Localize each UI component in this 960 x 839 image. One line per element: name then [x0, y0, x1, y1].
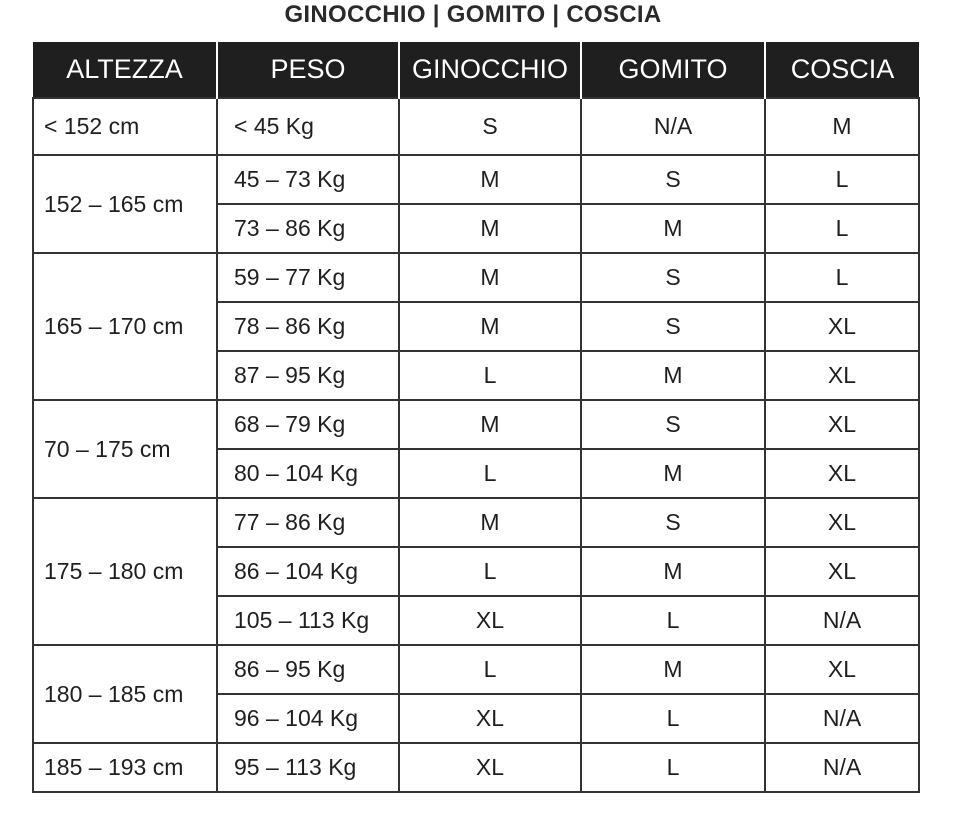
peso-cell: 73 – 86 Kg	[217, 204, 399, 253]
peso-cell: 68 – 79 Kg	[217, 400, 399, 449]
ginocchio-cell: L	[399, 449, 581, 498]
gomito-cell: S	[581, 498, 765, 547]
ginocchio-cell: L	[399, 645, 581, 694]
ginocchio-cell: M	[399, 302, 581, 351]
altezza-cell: 175 – 180 cm	[33, 498, 217, 645]
peso-cell: 80 – 104 Kg	[217, 449, 399, 498]
peso-cell: 87 – 95 Kg	[217, 351, 399, 400]
gomito-cell: S	[581, 155, 765, 204]
coscia-cell: XL	[765, 498, 919, 547]
header-altezza: ALTEZZA	[33, 42, 217, 98]
gomito-cell: S	[581, 302, 765, 351]
ginocchio-cell: S	[399, 98, 581, 155]
peso-cell: 105 – 113 Kg	[217, 596, 399, 645]
coscia-cell: L	[765, 204, 919, 253]
table-row	[33, 645, 919, 694]
peso-cell: 45 – 73 Kg	[217, 155, 399, 204]
table-row	[33, 743, 919, 792]
altezza-cell: 185 – 193 cm	[33, 743, 217, 792]
coscia-cell: XL	[765, 645, 919, 694]
coscia-cell: L	[765, 253, 919, 302]
gomito-cell: L	[581, 743, 765, 792]
peso-cell: 59 – 77 Kg	[217, 253, 399, 302]
altezza-cell: 152 – 165 cm	[33, 155, 217, 253]
coscia-cell: M	[765, 98, 919, 155]
ginocchio-cell: XL	[399, 694, 581, 743]
coscia-cell: XL	[765, 302, 919, 351]
gomito-cell: L	[581, 694, 765, 743]
ginocchio-cell: M	[399, 498, 581, 547]
ginocchio-cell: XL	[399, 596, 581, 645]
gomito-cell: M	[581, 449, 765, 498]
altezza-cell: < 152 cm	[33, 98, 217, 155]
table-row	[33, 98, 919, 155]
coscia-cell: N/A	[765, 694, 919, 743]
table-row	[33, 400, 919, 449]
ginocchio-cell: L	[399, 547, 581, 596]
peso-cell: 95 – 113 Kg	[217, 743, 399, 792]
header-peso: PESO	[217, 42, 399, 98]
peso-cell: 86 – 95 Kg	[217, 645, 399, 694]
gomito-cell: M	[581, 351, 765, 400]
altezza-cell: 70 – 175 cm	[33, 400, 217, 498]
altezza-cell: 165 – 170 cm	[33, 253, 217, 400]
gomito-cell: S	[581, 400, 765, 449]
coscia-cell: N/A	[765, 596, 919, 645]
gomito-cell: M	[581, 645, 765, 694]
coscia-cell: XL	[765, 547, 919, 596]
ginocchio-cell: L	[399, 351, 581, 400]
ginocchio-cell: M	[399, 253, 581, 302]
peso-cell: 78 – 86 Kg	[217, 302, 399, 351]
peso-cell: 86 – 104 Kg	[217, 547, 399, 596]
peso-cell: 96 – 104 Kg	[217, 694, 399, 743]
header-row	[33, 42, 919, 98]
gomito-cell: L	[581, 596, 765, 645]
altezza-cell: 180 – 185 cm	[33, 645, 217, 743]
coscia-cell: XL	[765, 351, 919, 400]
page-title: GINOCCHIO | GOMITO | COSCIA	[284, 1, 662, 28]
ginocchio-cell: M	[399, 400, 581, 449]
gomito-cell: M	[581, 204, 765, 253]
table-row	[33, 155, 919, 204]
header-coscia: COSCIA	[765, 42, 919, 98]
coscia-cell: L	[765, 155, 919, 204]
gomito-cell: M	[581, 547, 765, 596]
peso-cell: < 45 Kg	[217, 98, 399, 155]
peso-cell: 77 – 86 Kg	[217, 498, 399, 547]
coscia-cell: XL	[765, 400, 919, 449]
coscia-cell: XL	[765, 449, 919, 498]
ginocchio-cell: XL	[399, 743, 581, 792]
table-row	[33, 498, 919, 547]
ginocchio-cell: M	[399, 155, 581, 204]
size-chart-table	[32, 42, 920, 793]
table-row	[33, 253, 919, 302]
coscia-cell: N/A	[765, 743, 919, 792]
header-ginocchio: GINOCCHIO	[399, 42, 581, 98]
ginocchio-cell: M	[399, 204, 581, 253]
header-gomito: GOMITO	[581, 42, 765, 98]
gomito-cell: N/A	[581, 98, 765, 155]
gomito-cell: S	[581, 253, 765, 302]
